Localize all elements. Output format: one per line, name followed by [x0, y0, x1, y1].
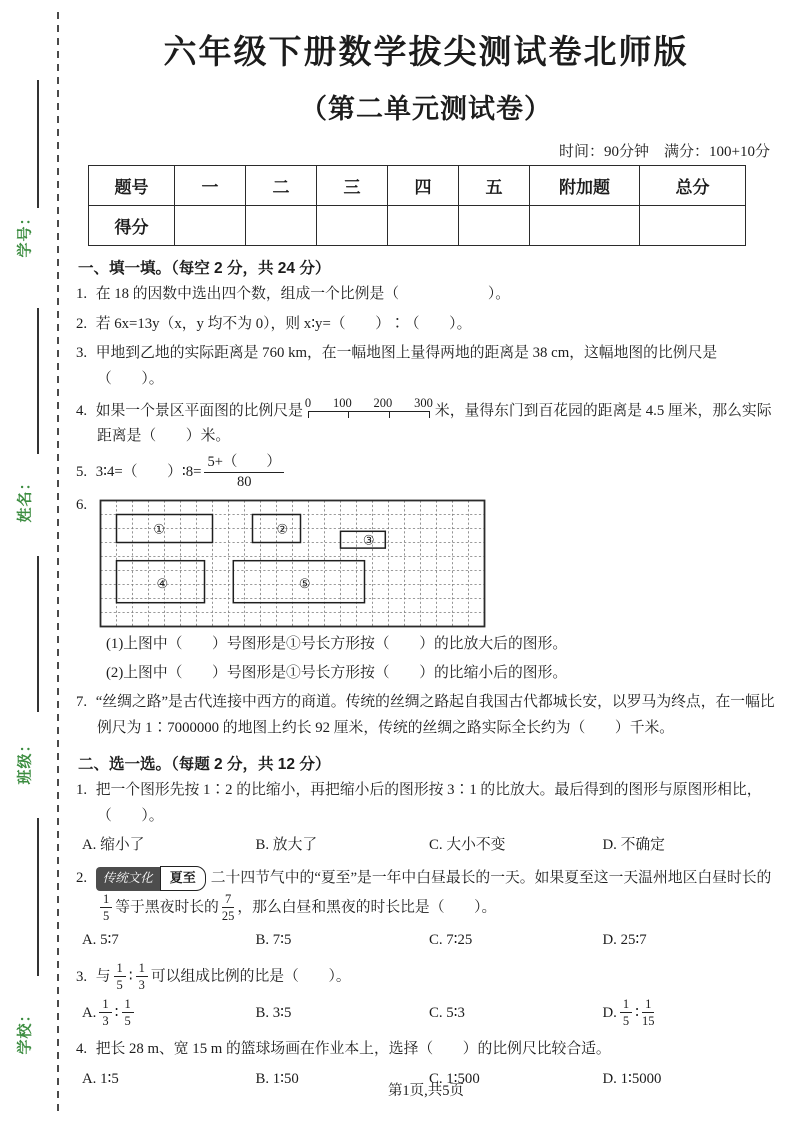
s2-question-2 [76, 866, 776, 924]
score-cell [388, 206, 459, 246]
svg-text:③: ③ [362, 532, 375, 548]
name-write-line [37, 308, 39, 454]
option-a: A. 1∶5 [82, 1071, 119, 1088]
option-a: A. 5∶7 [82, 932, 119, 949]
col-one: 一 [175, 166, 246, 206]
col-question-no: 题号 [89, 166, 175, 206]
ratio-colon: ∶ [128, 968, 133, 985]
question-text: ，量得东门到百花园的距离是 4.5 厘米，那么实际距离是（ ）米。 [97, 402, 772, 445]
s2-question-4 [76, 1037, 776, 1063]
fraction: $\frac{1}{5}$ [620, 997, 632, 1029]
score-table [88, 165, 746, 246]
question-text: 甲地到乙地的实际距离是 760 km，在一幅地图上量得两地的距离是 38 cm，这幅地图的比例尺是（ ）。 [95, 345, 718, 388]
option-d: D. 不确定 [602, 837, 665, 854]
question-number: 2. [76, 870, 88, 887]
page-subtitle: （第二单元测试卷） [300, 94, 552, 124]
fraction: $\frac{1}{5}$ [100, 892, 112, 924]
s1-q6-sub2: (2)上图中（ ）号图形是①号长方形按（ ）的比缩小后的图形。 [106, 664, 568, 681]
question-number: 1. [76, 286, 88, 302]
score-cell [246, 206, 317, 246]
score-cell [317, 206, 388, 246]
option-d: D. 25∶7 [602, 932, 647, 949]
map-scale-bar [305, 397, 433, 418]
xiazhi-badge: 夏至 [160, 866, 206, 891]
school-write-line [37, 818, 39, 976]
question-text: 可以组成比例的比是（ ）。 [150, 968, 351, 985]
question-number: 1. [76, 781, 88, 798]
s2-q3-options [82, 997, 776, 1029]
option-b: B. 3∶5 [255, 1004, 292, 1021]
fraction: $\frac{1}{5}$ [114, 961, 126, 993]
page-footer: 第1页,共5页 [387, 1083, 465, 1099]
score-table-header-row [89, 166, 746, 206]
question-text: 把一个图形先按 1∶2 的比缩小，再把缩小后的图形按 3∶1 的比放大。最后得到的图形与原图形相比，（ ）。 [95, 781, 762, 824]
section1-heading: 一、填一填。（每空 2 分，共 24 分） [78, 260, 331, 277]
school-label: 学校： [16, 1006, 34, 1055]
s2-question-1 [76, 778, 776, 829]
s1-q6-sub1: (1)上图中（ ）号图形是①号长方形按（ ）的比放大后的图形。 [106, 635, 568, 652]
scale-tick: 100 [332, 395, 352, 410]
s1-question-2 [76, 312, 776, 338]
class-write-line [37, 556, 39, 712]
option-c: C. 大小不变 [429, 837, 506, 854]
question-text: 二十四节气中的“夏至”是一年中白昼最长的一天。如果夏至这一天温州地区白昼时长的 [210, 870, 772, 887]
s1-question-1 [76, 282, 776, 308]
question-text: 与 [95, 968, 111, 985]
exam-page [76, 0, 776, 1100]
question-number: 5. [76, 463, 88, 480]
option-c: C. 5∶3 [429, 1004, 465, 1021]
option-d: D. 1∶5000 [602, 1071, 662, 1088]
score-cell [175, 206, 246, 246]
scale-tick: 300 [414, 395, 433, 410]
scale-bar-line [308, 411, 430, 418]
option-c: C. 1∶500 [429, 1071, 480, 1088]
s1-question-6 [76, 497, 776, 628]
question-number: 4. [76, 1041, 88, 1058]
svg-text:①: ① [153, 521, 165, 537]
section2-heading: 二、选一选。（每题 2 分，共 12 分） [78, 755, 331, 773]
question-number: 3. [76, 345, 88, 362]
option-b: B. 1∶50 [255, 1071, 299, 1088]
grid-figure [99, 497, 486, 628]
question-number: 3. [76, 968, 88, 985]
svg-text:②: ② [276, 521, 289, 537]
fraction: $\frac{1}{15}$ [642, 997, 655, 1029]
scale-unit: 米 [434, 402, 450, 419]
svg-text:⑤: ⑤ [298, 575, 311, 591]
col-five: 五 [459, 166, 530, 206]
col-three: 三 [317, 166, 388, 206]
traditional-culture-badge: 传统文化 [96, 867, 160, 891]
fraction: $\frac{1}{5}$ [122, 997, 134, 1029]
question-text: ，那么白昼和黑夜的时长比是（ ）。 [237, 899, 497, 916]
score-cell [640, 206, 746, 246]
question-number: 2. [76, 315, 88, 332]
question-number: 4. [76, 402, 88, 419]
svg-text:④: ④ [156, 575, 169, 591]
s2-question-3 [76, 961, 776, 993]
name-label: 姓名： [16, 474, 34, 523]
s1-question-3 [76, 341, 776, 392]
question-number: 7. [76, 694, 88, 711]
exam-meta: 时间：90分钟 满分：100+10分 [559, 144, 770, 160]
s1-question-5 [76, 454, 776, 491]
score-cell [530, 206, 640, 246]
col-four: 四 [388, 166, 459, 206]
binding-dashed-line [57, 12, 59, 1117]
option-b: B. 放大了 [255, 837, 318, 854]
option-b: B. 7∶5 [255, 932, 292, 949]
question-text: 把长 28 m、宽 15 m 的篮球场画在作业本上，选择（ ）的比例尺比较合适。 [95, 1041, 611, 1058]
fraction: $\frac{1}{3}$ [136, 961, 148, 993]
equation-lead: 3∶4=（ ）∶8= [95, 463, 202, 480]
student-id-label: 学号： [16, 209, 34, 258]
fraction: $\frac{7}{25}$ [221, 892, 235, 924]
fraction: $\frac{1}{3}$ [99, 997, 111, 1029]
question-text: 等于黑夜时长的 [115, 899, 219, 916]
option-a: A. $\frac{1}{3}$ ∶ $\frac{1}{5}$ [82, 997, 256, 1029]
question-text: 若 6x=13y（x，y 均不为 0），则 x∶y=（ ）∶（ ）。 [95, 315, 472, 332]
question-text: 在 18 的因数中选出四个数，组成一个比例是（ ）。 [95, 286, 511, 302]
question-text: 如果一个景区平面图的比例尺是 [95, 402, 303, 419]
s1-question-4 [76, 397, 776, 450]
col-bonus: 附加题 [530, 166, 640, 206]
student-id-write-line [37, 80, 39, 208]
fraction: $\frac{5+( )}{80}$ [204, 454, 283, 491]
s1-question-7 [76, 690, 776, 741]
scale-tick: 0 [304, 395, 312, 410]
row-label-score: 得分 [89, 206, 175, 246]
col-total: 总分 [640, 166, 746, 206]
option-a: A. 缩小了 [82, 837, 145, 854]
question-number: 6. [76, 496, 88, 513]
s2-q2-options [82, 928, 776, 953]
option-c: C. 7∶25 [429, 932, 473, 949]
option-d: D. $\frac{1}{5}$ ∶ $\frac{1}{15}$ [602, 997, 655, 1029]
s2-q1-options [82, 833, 776, 858]
score-cell [459, 206, 530, 246]
question-text: “丝绸之路”是古代连接中西方的商道。传统的丝绸之路起自我国古代都城长安，以罗马为终点，在一幅比例尺为 1∶7000000 的地图上约长 92 厘米，传统的丝绸之路实际全长约为（ ）千米。 [95, 694, 775, 737]
score-table-score-row [89, 206, 746, 246]
scale-tick: 200 [373, 395, 393, 410]
col-two: 二 [246, 166, 317, 206]
page-title: 六年级下册数学拔尖测试卷北师版 [163, 35, 689, 71]
class-label: 班级： [16, 736, 34, 785]
